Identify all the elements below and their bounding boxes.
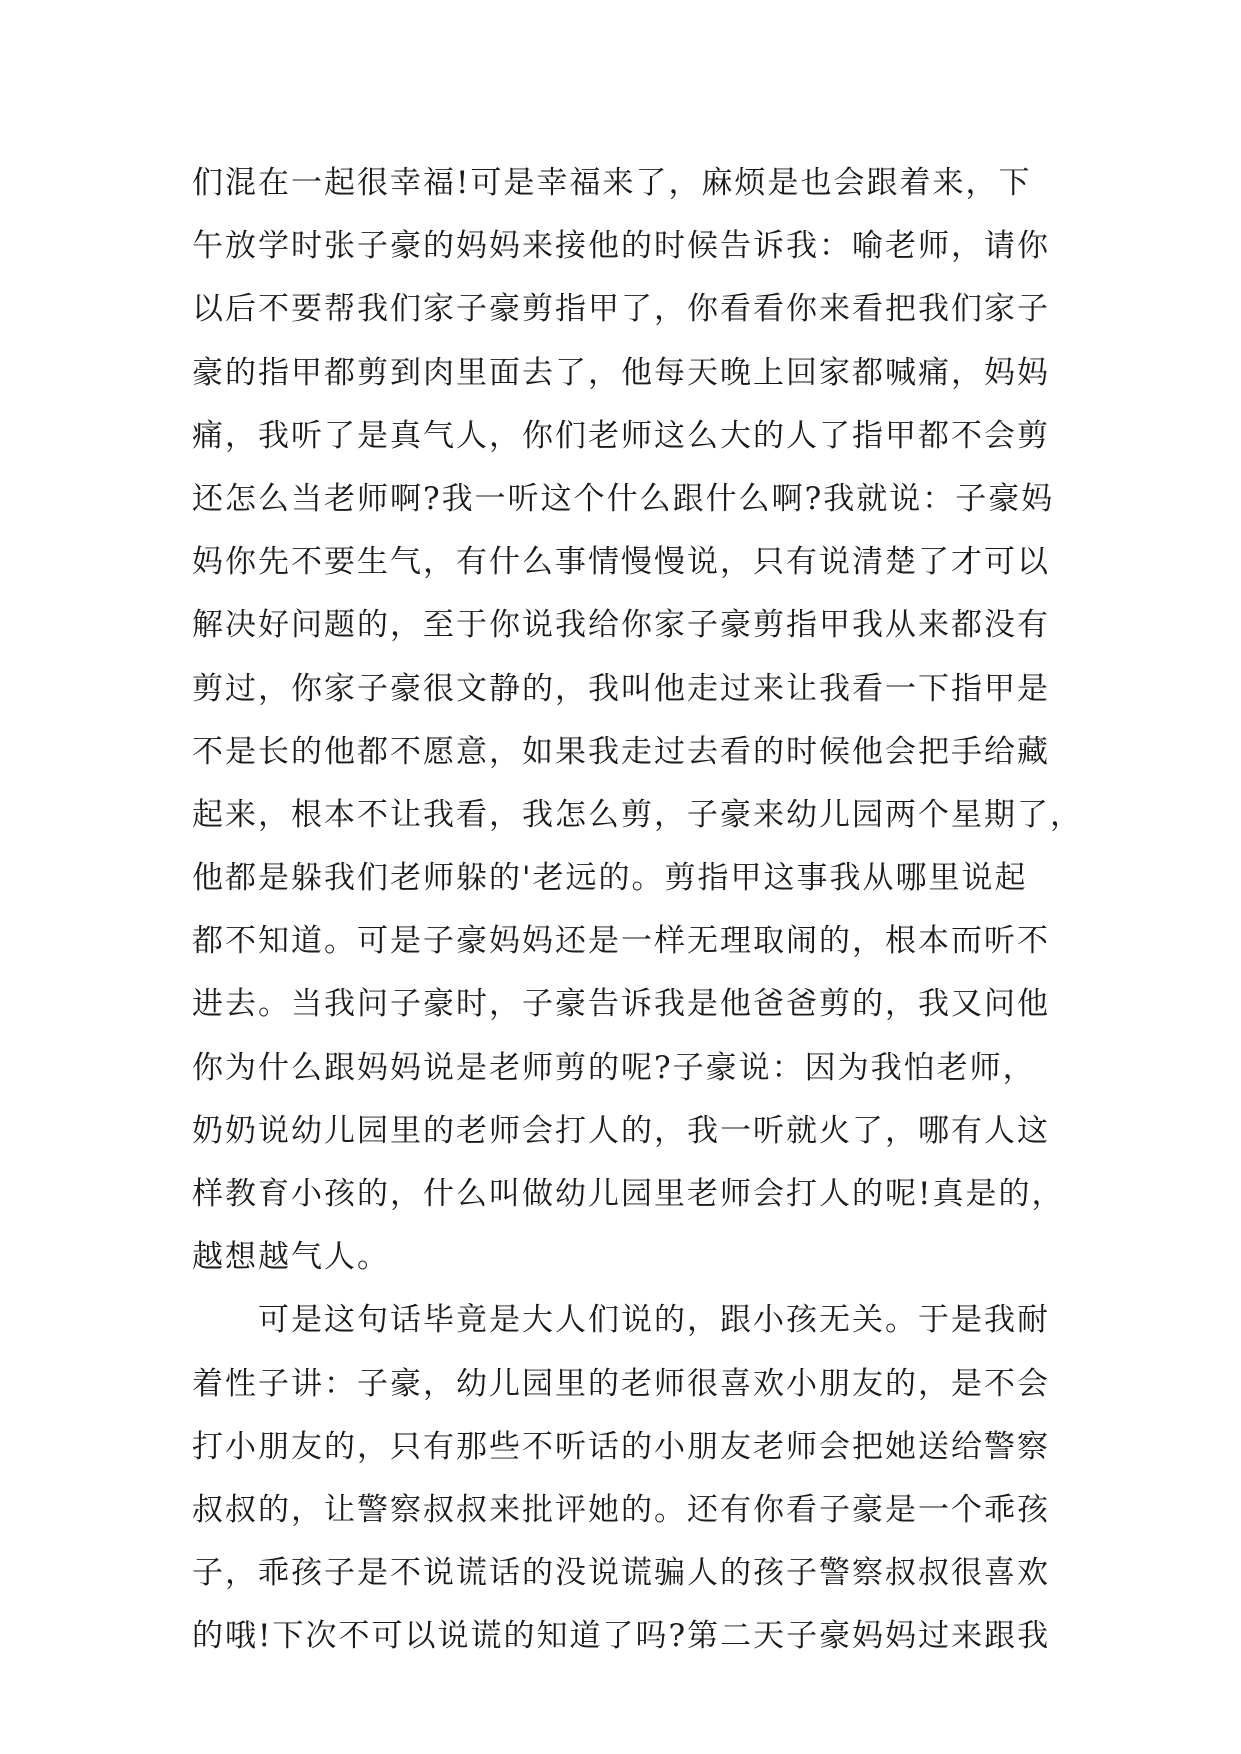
text-line: 不是长的他都不愿意，如果我走过去看的时候他会把手给藏 [192,733,1050,770]
text-line: 解决好问题的，至于你说我给你家子豪剪指甲我从来都没有 [192,607,1050,644]
text-line: 以后不要帮我们家子豪剪指甲了，你看看你来看把我们家子 [192,291,1050,328]
text-line: 妈你先不要生气，有什么事情慢慢说，只有说清楚了才可以 [192,544,1050,581]
text-line: 打小朋友的，只有那些不听话的小朋友老师会把她送给警察 [192,1428,1050,1465]
text-line: 着性子讲：子豪，幼儿园里的老师很喜欢小朋友的，是不会 [192,1365,1050,1402]
text-line: 的哦!下次不可以说谎的知道了吗?第二天子豪妈妈过来跟我 [192,1618,1051,1655]
text-line: 痛，我听了是真气人，你们老师这么大的人了指甲都不会剪 [192,417,1050,454]
text-line: 起来，根本不让我看，我怎么剪，子豪来幼儿园两个星期了， [192,796,1083,833]
text-line: 剪过，你家子豪很文静的，我叫他走过来让我看一下指甲是 [192,670,1050,707]
text-line: 们混在一起很幸福!可是幸福来了，麻烦是也会跟着来，下 [192,165,1032,201]
text-line: 他都是躲我们老师躲的'老远的。剪指甲这事我从哪里说起 [192,860,1028,897]
text-line: 样教育小孩的，什么叫做幼儿园里老师会打人的呢!真是的， [192,1176,1065,1212]
text-line: 都不知道。可是子豪妈妈还是一样无理取闹的，根本而听不 [192,923,1050,960]
body-text [192,152,1083,1669]
paragraph-first-line: 可是这句话毕竟是大人们说的，跟小孩无关。于是我耐 [258,1302,1050,1339]
text-line: 你为什么跟妈妈说是老师剪的呢?子豪说：因为我怕老师， [192,1049,1036,1086]
text-line: 豪的指甲都剪到肉里面去了，他每天晚上回家都喊痛，妈妈 [192,354,1050,391]
text-line: 奶奶说幼儿园里的老师会打人的，我一听就火了，哪有人这 [192,1112,1050,1149]
text-line: 叔叔的，让警察叔叔来批评她的。还有你看子豪是一个乖孩 [192,1491,1050,1528]
text-line: 进去。当我问子豪时，子豪告诉我是他爸爸剪的，我又问他 [192,986,1050,1023]
text-line: 越想越气人。 [192,1239,390,1276]
text-line: 还怎么当老师啊?我一听这个什么跟什么啊?我就说：子豪妈 [192,480,1055,517]
text-line: 午放学时张子豪的妈妈来接他的时候告诉我：喻老师，请你 [192,228,1050,265]
text-line: 子，乖孩子是不说谎话的没说谎骗人的孩子警察叔叔很喜欢 [192,1555,1050,1592]
